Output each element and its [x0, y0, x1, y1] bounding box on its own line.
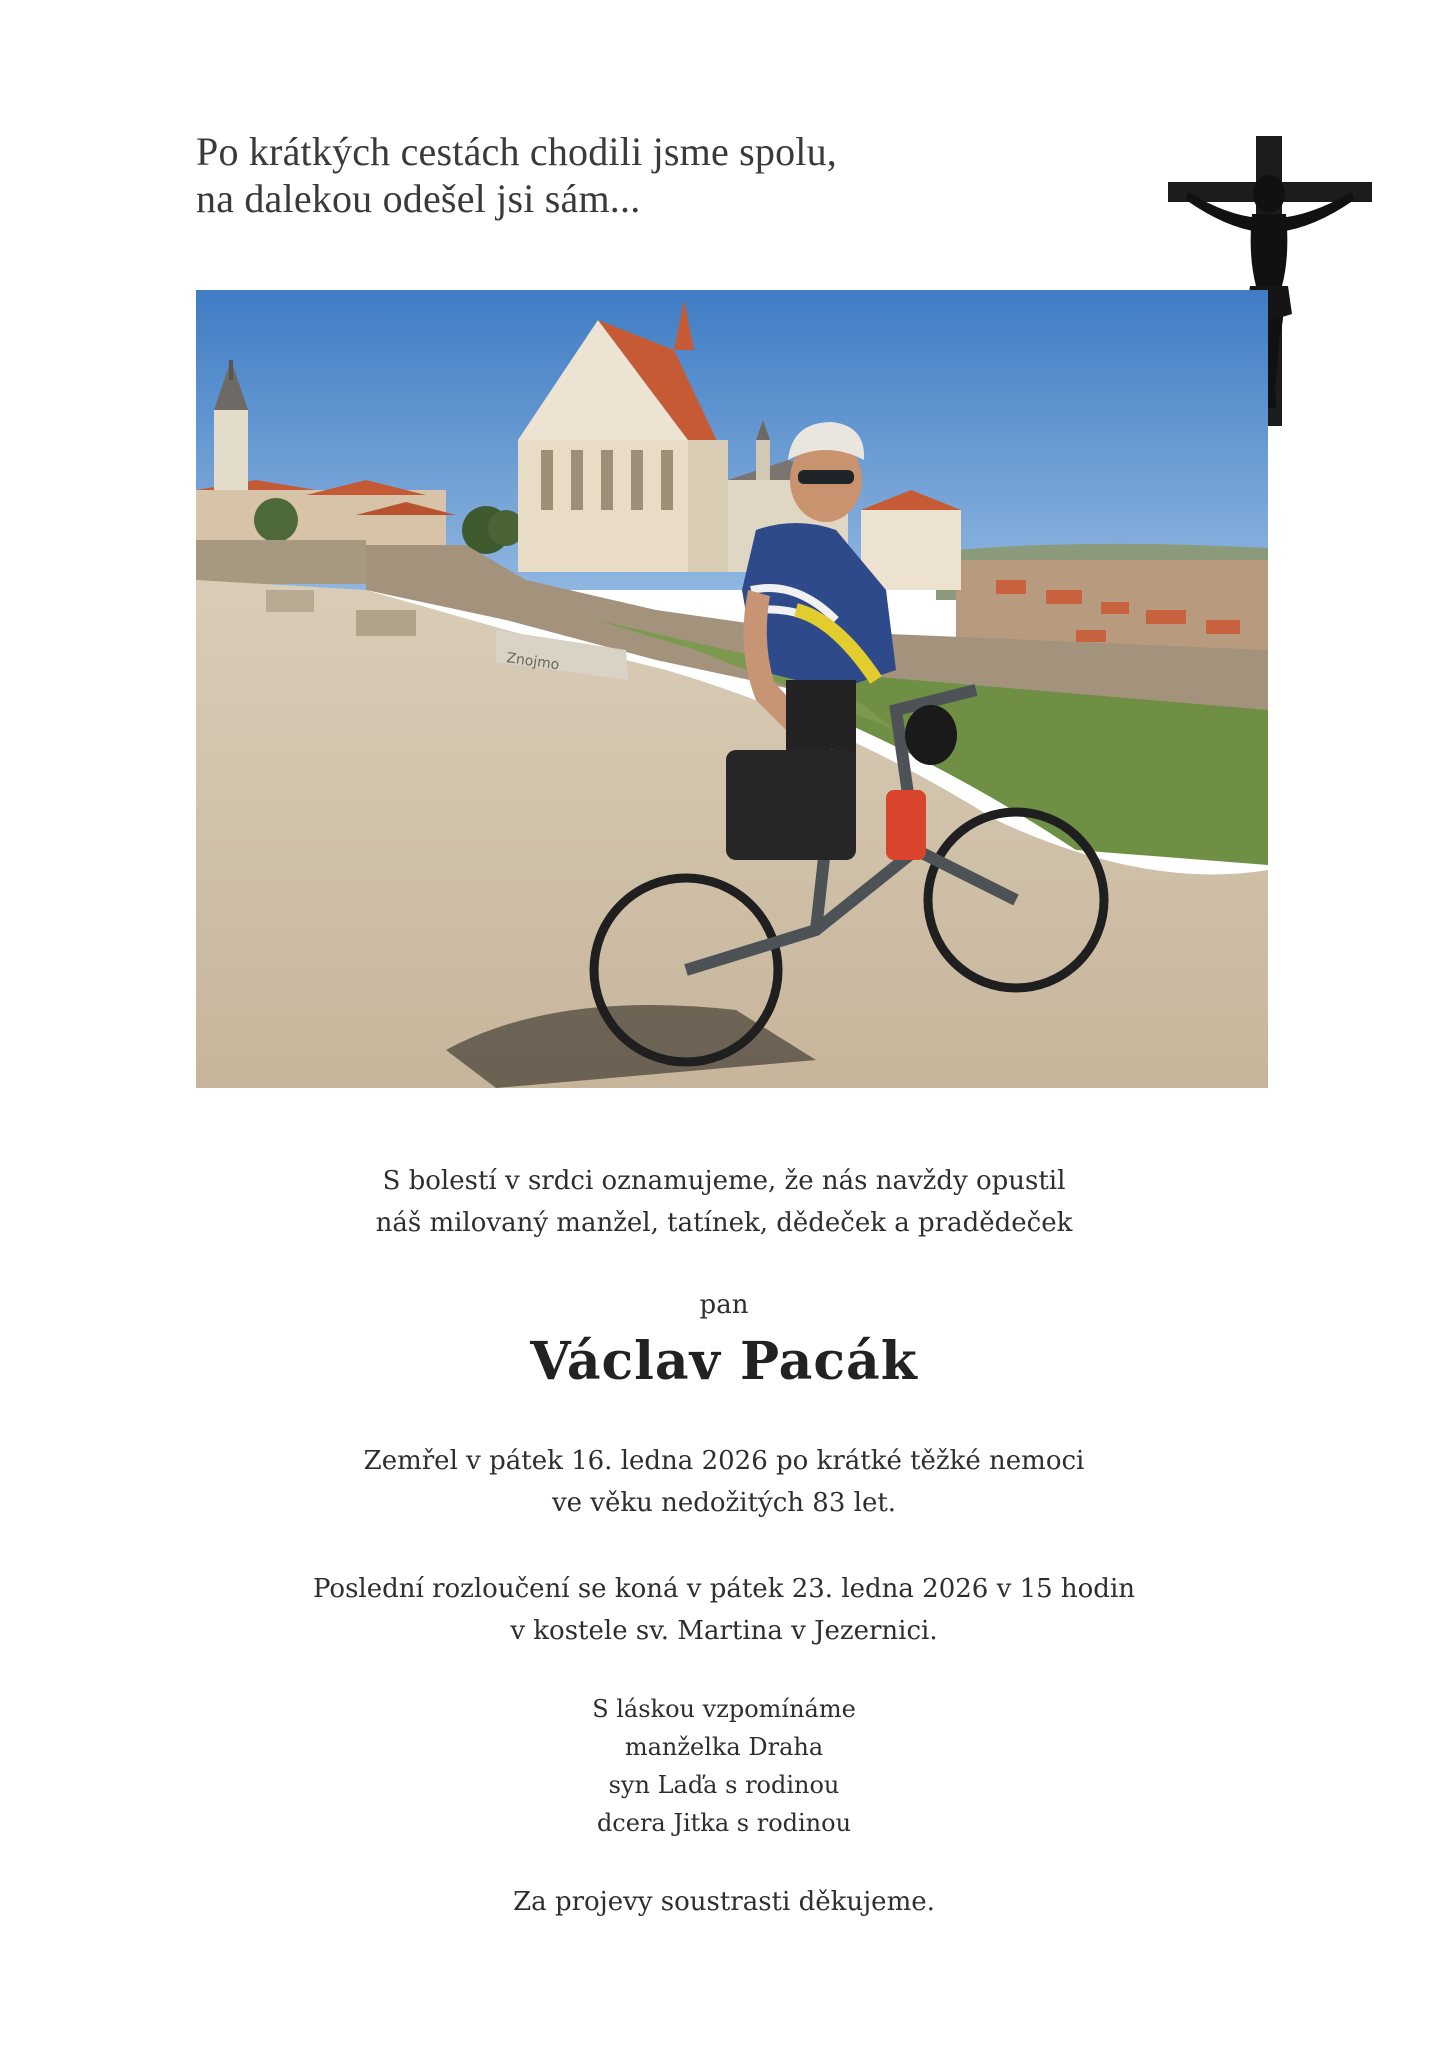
- announcement-line-1: S bolestí v srdci oznamujeme, že nás navždy opustil: [382, 1166, 1066, 1196]
- death-info-line-1: Zemřel v pátek 16. ledna 2026 po krátké těžké nemoci: [363, 1446, 1085, 1476]
- motto-line-2: na dalekou odešel jsi sám...: [196, 176, 641, 221]
- mourners-intro: S láskou vzpomínáme: [592, 1695, 856, 1723]
- mourner-daughter: dcera Jitka s rodinou: [596, 1809, 852, 1837]
- funeral-info: [0, 1568, 1448, 1652]
- mourners-list: [0, 1690, 1448, 1842]
- death-info-line-2: ve věku nedožitých 83 let.: [551, 1488, 897, 1518]
- funeral-info-line-1: Poslední rozloučení se koná v pátek 23. ledna 2026 v 15 hodin: [312, 1574, 1136, 1604]
- deceased-name: Václav Pacák: [530, 1331, 918, 1392]
- portrait-photo: [196, 290, 1268, 1088]
- motto-line-1: Po krátkých cestách chodili jsme spolu,: [196, 129, 838, 174]
- motto-verse: [196, 128, 837, 222]
- funeral-info-line-2: v kostele sv. Martina v Jezernici.: [510, 1616, 938, 1646]
- mourner-son: syn Laďa s rodinou: [608, 1771, 840, 1799]
- honorific: pan: [699, 1290, 749, 1320]
- mourner-spouse: manželka Draha: [624, 1733, 824, 1761]
- announcement: [0, 1160, 1448, 1244]
- sign-stone-text: Znojmo: [505, 650, 561, 674]
- death-info: [0, 1440, 1448, 1524]
- thanks-note: Za projevy soustrasti děkujeme.: [513, 1887, 935, 1917]
- announcement-line-2: náš milovaný manžel, tatínek, dědeček a pradědeček: [375, 1208, 1073, 1238]
